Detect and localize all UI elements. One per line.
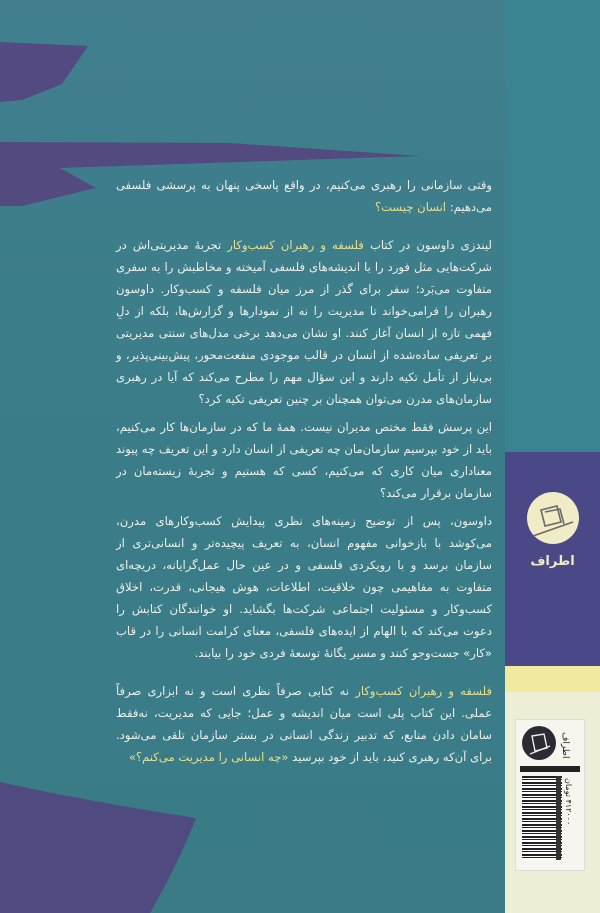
book-title-highlight: فلسفه و رهبران کسب‌وکار <box>355 684 492 698</box>
text: وقتی سازمانی را رهبری می‌کنیم، در واقع پاسخی پنهان به پرسشی فلسفی می‌دهیم: <box>116 178 492 214</box>
closing-question: «چه انسانی را مدیریت می‌کنم؟» <box>128 750 289 764</box>
spine <box>505 0 600 913</box>
book-title-highlight: فلسفه و رهبران کسب‌وکار <box>227 238 364 252</box>
price-label: ۴۱۲۰۰۰ تومان <box>564 778 573 826</box>
blurb-paragraph-3: این پرسش فقط مختص مدیران نیست. همهٔ ما که در سازمان‌ها کار می‌کنیم، باید از خود بپرسیم سازمان‌مان چه تعریفی از انسان دارد و این تعریف چه پیوند معناداری میان کاری که می‌کنیم، کسی که هستیم و تجربهٔ زیسته‌مان در سازمان برقرار می‌کند؟ <box>116 420 492 500</box>
divider <box>556 776 561 860</box>
spine-yellow-band <box>505 666 600 692</box>
blurb-paragraph-5 <box>116 680 492 768</box>
spine-lower-panel <box>505 692 600 913</box>
book-logo-icon <box>522 726 556 760</box>
text: تجربهٔ مدیریتی‌اش در شرکت‌هایی مثل فورد را با اندیشه‌های فلسفی آمیخته و مخاطبش را به سفری متفاوت می‌بَرد؛ سفر برای گذر از مرز میان فلسفه و کسب‌وکار. داوسون رهبران را فرامی‌خواند تا مدیریت را نه از نمودارها و گزارش‌ها، بلکه از دلِ فهمی تازه از انسان آغاز کنند. او نشان می‌دهد برخی مدل‌های سنتی مدیریتی بر تعریفی ساده‌شده از انسان در قالب موجودی منفعت‌محور، پیش‌بینی‌پذیر، و بی‌نیاز از تأمل تکیه دارند و این سؤال مهم را مطرح می‌کند که آیا در رهبری سازمان‌های مدرن می‌توان همچنان بر چنین تعریفی تکیه کرد؟ <box>116 238 492 406</box>
publisher-name: اطراف <box>530 554 575 569</box>
divider <box>520 766 580 772</box>
book-logo-icon <box>527 492 579 544</box>
text: نه کتابی صرفاً نظری است و نه ابزاری صرفاً عملی. این کتاب پلی است میان اندیشه و عمل؛ جایی که مدیریت، نه‌فقط سامان دادن منابع، که تدبیر زندگی انسانی در بستر سازمان تلقی می‌شود. برای آن‌که رهبری کنید، باید از خود بپرسید <box>116 684 492 764</box>
purple-shape-top <box>0 42 88 102</box>
blurb-paragraph-4: داوسون، پس از توضیح زمینه‌های نظری پیدایش کسب‌وکارهای مدرن، می‌کوشد با بازخوانی مفهوم انسان، به تعریف پیچیده‌تر و انسانی‌تری از سازمان برسد و با رویکردی فلسفی و در عین حال عمل‌گرایانه، دریچه‌ای متفاوت به مفاهیمی چون خلاقیت، اطلاعات، هوش هیجانی، قدرت، اخلاق کسب‌وکار و مسئولیت اجتماعی شرکت‌ها بگشاید. او خوانندگان کتابش را دعوت می‌کند که با الهام از ایده‌های فلسفی، معنای کرامت انسانی را در قاب «کار» جست‌وجو کنند و مسیر یگانهٔ توسعهٔ فردی خود را بیابند. <box>116 514 492 660</box>
blurb <box>116 174 492 774</box>
price-barcode-sticker <box>515 719 585 871</box>
sticker-publisher: اطراف <box>560 732 570 759</box>
blurb-paragraph-1 <box>116 174 492 218</box>
purple-shape-bottom <box>0 782 196 913</box>
highlight-question: انسان چیست؟ <box>374 200 447 214</box>
text: لیندزی داوسون در کتاب <box>363 238 492 252</box>
blurb-paragraph-2 <box>116 234 492 410</box>
spine-publisher-panel <box>505 452 600 666</box>
